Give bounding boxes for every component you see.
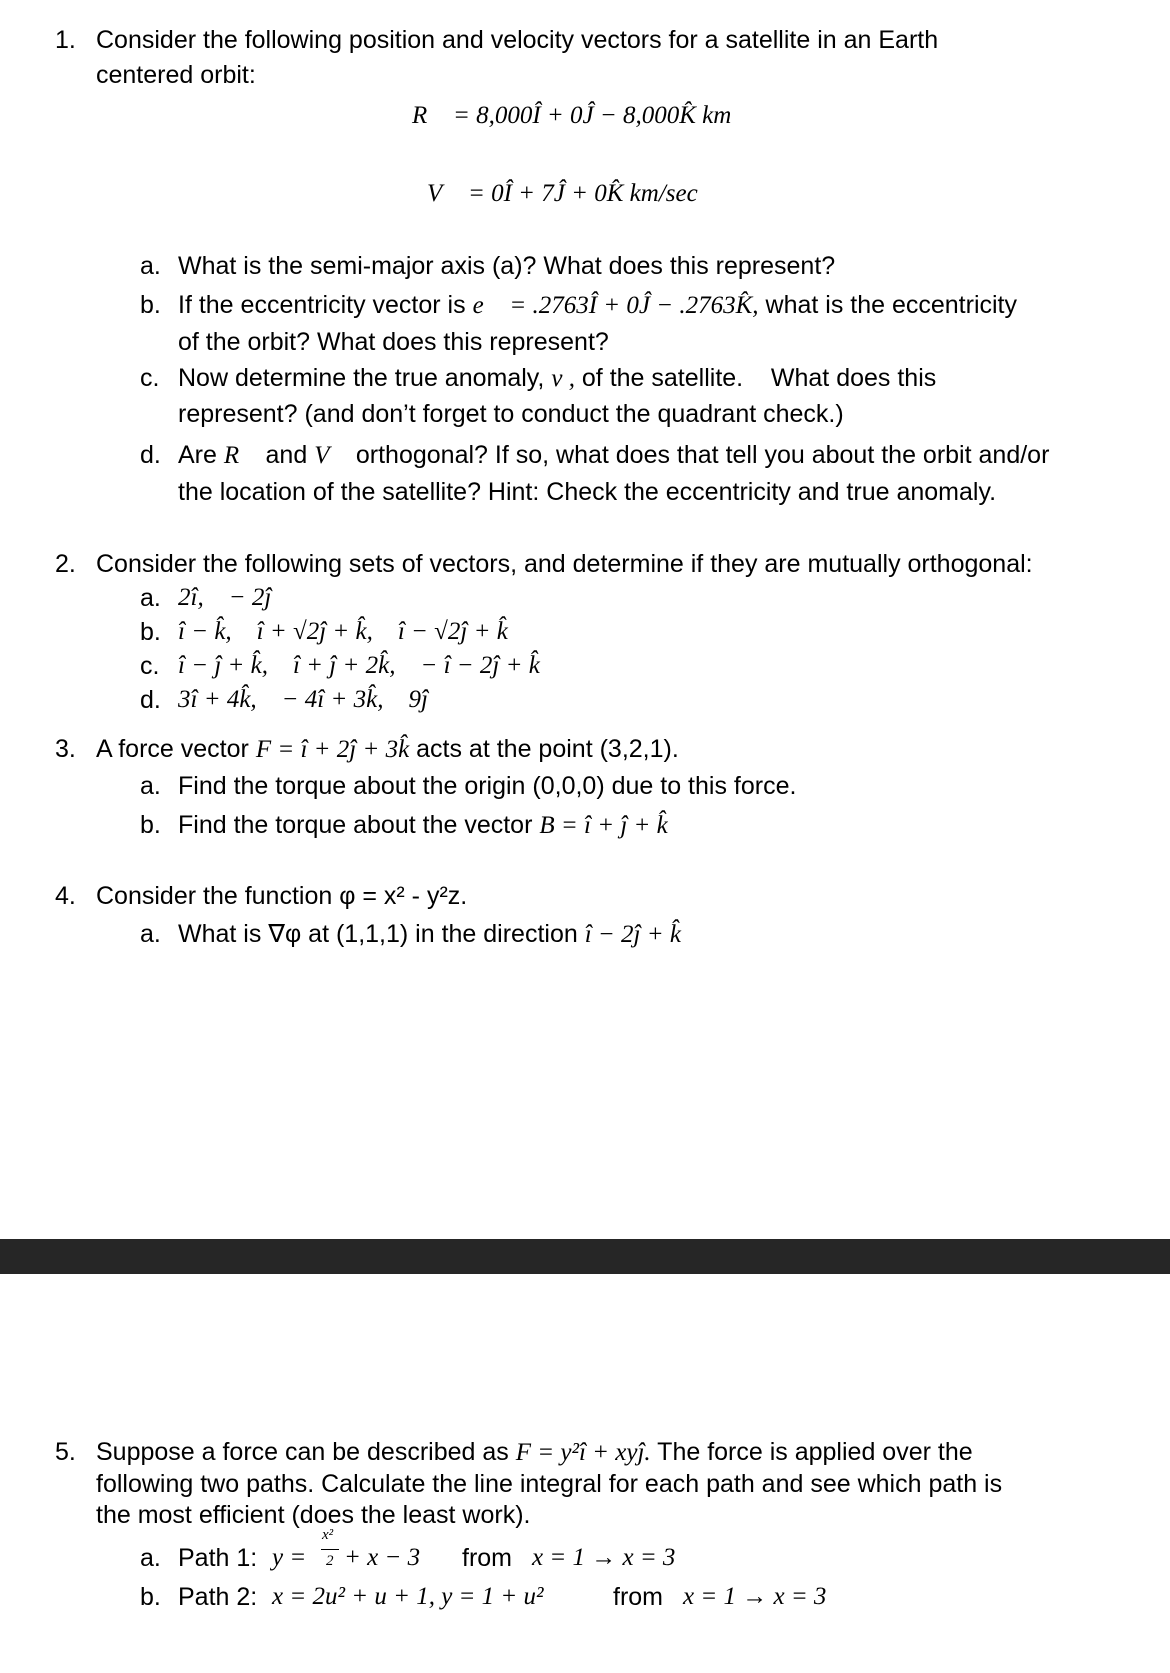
q1c-text (178, 364, 936, 394)
q1b-label: b. (140, 291, 161, 319)
q1c-text-line2: represent? (and don’t forget to conduct the quadrant check.) (178, 400, 844, 428)
q3a-label: a. (140, 772, 161, 800)
q5a-text: Path 1: (178, 1544, 258, 1572)
q5-number: 5. (55, 1438, 76, 1466)
q5b-text: Path 2: (178, 1583, 258, 1611)
q5a-label: a. (140, 1544, 161, 1572)
q1b-text-line2: of the orbit? What does this represent? (178, 328, 609, 356)
q4-number: 4. (55, 882, 76, 910)
q5a-fraction-denominator: 2 (326, 1553, 334, 1569)
q1c-label: c. (140, 364, 160, 392)
q3-force-math: F = î + 2ĵ + 3k̂ (255, 736, 410, 763)
q1d-mid: and (265, 441, 308, 469)
q1d-post: orthogonal? If so, what does that tell you about the orbit and/or (355, 441, 1050, 469)
q5-text (96, 1438, 973, 1468)
q3-pre: A force vector (96, 735, 249, 763)
q1-number: 1. (55, 26, 76, 54)
q3b-label: b. (140, 811, 161, 839)
q3-post: acts at the point (3,2,1). (416, 735, 679, 763)
q5-text-line3: the most efficient (does the least work). (96, 1501, 531, 1529)
q2b-label: b. (140, 618, 161, 646)
q1d-text-line2: the location of the satellite? Hint: Check the eccentricity and true anomaly. (178, 478, 997, 506)
q1-velocity-equation: V⃗ = 0Î + 7Ĵ + 0K̂ km/sec (427, 180, 698, 207)
q1c-math: v , (551, 365, 575, 392)
q1b-pre: If the eccentricity vector is (178, 291, 466, 319)
q1c-pre: Now determine the true anomaly, (178, 364, 545, 392)
q2b-math: î − k̂, î + √2ĵ + k̂, î − √2ĵ + k̂ (178, 618, 508, 645)
q1b-eccentricity-math: e⃗ = .2763Î + 0Ĵ − .2763K̂, (472, 292, 759, 319)
q2-text: Consider the following sets of vectors, and determine if they are mutually orthogonal: (96, 550, 1033, 578)
q1d-pre: Are (178, 441, 217, 469)
q5-post: The force is applied over the (657, 1438, 973, 1466)
q3-number: 3. (55, 735, 76, 763)
q1c-post: of the satellite. What does this (581, 364, 937, 392)
q2a-label: a. (140, 584, 161, 612)
q4a-math: î − 2ĵ + k̂ (584, 921, 681, 948)
q5a-y-equals: y = (272, 1544, 307, 1571)
q1b-text (178, 291, 1017, 321)
q1d-math-r: R⃗ (223, 442, 259, 469)
q1d-math-v: V⃗ (314, 442, 349, 469)
q1b-post: what is the eccentricity (765, 291, 1018, 319)
q4a-text (178, 920, 681, 950)
q5a-from: from (462, 1544, 512, 1572)
q5b-range: x = 1 → x = 3 (683, 1583, 827, 1610)
q1d-label: d. (140, 441, 161, 469)
q2c-label: c. (140, 652, 160, 680)
q5b-from: from (613, 1583, 663, 1611)
q1d-text (178, 441, 1049, 471)
q2c-math: î − ĵ + k̂, î + ĵ + 2k̂, − î − 2ĵ + k̂ (178, 652, 540, 679)
q3-text (96, 735, 679, 765)
q5a-rest: + x − 3 (344, 1544, 421, 1571)
q1-text-line2: centered orbit: (96, 61, 256, 89)
q1-text-line1: Consider the following position and velocity vectors for a satellite in an Earth (96, 26, 939, 54)
q1a-label: a. (140, 252, 161, 280)
q5-force-math: F = y²î + xyĵ. (515, 1439, 651, 1466)
q1a-text: What is the semi-major axis (a)? What does this represent? (178, 252, 836, 280)
q5-text-line2: following two paths. Calculate the line integral for each path and see which path is (96, 1470, 1003, 1498)
q4a-pre: What is ∇φ at (1,1,1) in the direction (178, 920, 578, 948)
q2d-label: d. (140, 686, 161, 714)
q4-text: Consider the function φ = x² - y²z. (96, 882, 468, 910)
q5a-range: x = 1 → x = 3 (532, 1544, 676, 1571)
q3b-pre: Find the torque about the vector (178, 811, 533, 839)
q5-pre: Suppose a force can be described as (96, 1438, 509, 1466)
q1-position-equation: R⃗ = 8,000Î + 0Ĵ − 8,000K̂ km (412, 102, 732, 129)
q3b-text (178, 811, 668, 841)
page-separator-bar (0, 1239, 1170, 1274)
q2-number: 2. (55, 550, 76, 578)
q5a-fraction-numerator: x² (322, 1527, 334, 1543)
q5a-fraction-bar (321, 1549, 339, 1550)
q5b-label: b. (140, 1583, 161, 1611)
q3a-text: Find the torque about the origin (0,0,0) due to this force. (178, 772, 797, 800)
q3b-math: B = î + ĵ + k̂ (539, 812, 668, 839)
q5b-math: x = 2u² + u + 1, y = 1 + u² (272, 1583, 544, 1610)
q4a-label: a. (140, 920, 161, 948)
q2a-math: 2î, − 2ĵ (178, 584, 272, 611)
q2d-math: 3î + 4k̂, − 4î + 3k̂, 9ĵ (178, 686, 428, 713)
